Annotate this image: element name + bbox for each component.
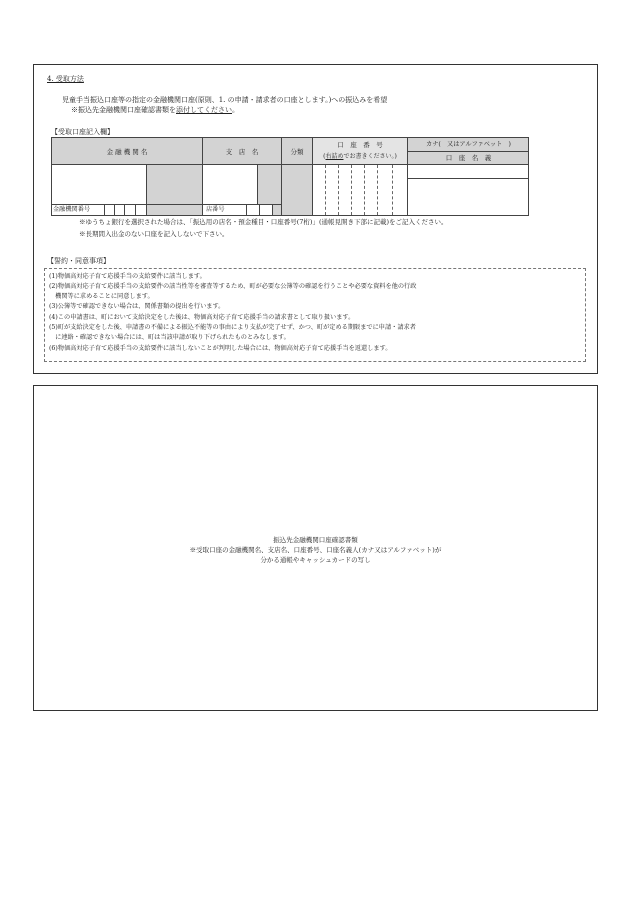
long-term-note: ※長期間入出金のない口座を記入しないで下さい。 [79,230,229,238]
bank-code-label: 金融機関番号 [53,206,91,213]
section-heading: 4. 受取方法 [47,75,84,83]
type-header: 分類 [290,148,304,156]
bank-code-grey [146,204,202,215]
bank-name-grey [146,164,202,204]
intro-text: 児童手当振込口座等の指定の金融機関口座(原則、1. の申請・請求者の口座とします。)への振込みを希望 [62,96,388,104]
agreement-list [44,268,586,362]
yucho-note: ※ゆうちょ銀行を選択された場合は、「振込用の店名・預金種目・口座番号(7桁)」(通帳見開き下部に記載)をご記入ください。 [79,218,448,226]
type-column-grey [281,164,312,215]
branch-name-grey [257,164,281,204]
agreement-item: (2)物価高対応子育て応援手当の支給要件の該当性等を審査等するため、町が必要な公簿等の確認を行うことや必要な資料を他の行政 [49,283,417,290]
agreement-item: (4)この申請書は、町において支給決定をした後は、物価高対応子育て応援手当の請求書として取り扱います。 [49,314,355,321]
kana-header: カナ( 又はアルファベット ) [426,141,511,148]
attachment-instruction-cont: 分かる通帳やキャッシュカードの写し [260,556,371,564]
agreement-title: 【誓約・同意事項】 [47,257,110,265]
bank-name-header: 金 融 機 関 名 [106,148,148,156]
bank-name-input[interactable] [52,165,146,204]
attachment-title: 振込先金融機関口座確認書類 [273,536,358,544]
account-number-input[interactable] [313,165,407,215]
attach-emphasis: 添付してください [176,106,232,114]
account-holder-header: 口 座 名 義 [445,154,492,162]
branch-name-input[interactable] [203,165,257,204]
branch-code-label: 店番号 [206,206,225,213]
agreement-item: (6)物価高対応子育て応援手当の支給要件に該当しないことが判明した場合には、物価高対応子育て応援手当を返還します。 [49,345,392,352]
agreement-item: 機関等に求めることに同意します。 [49,293,154,300]
account-number-subheader: (右詰めでお書きください。) [323,153,397,160]
attachment-instruction: ※受取口座の金融機関名、支店名、口座番号、口座名義人(カナ又はアルファベット)が [189,546,442,554]
agreement-item: (5)町が支給決定をした後、申請書の不備による振込不能等の事由により支払が完了せず、かつ、町が定める期限までに申請・請求者 [49,324,416,331]
agreement-item: (1)物価高対応子育て応援手当の支給要件に該当します。 [49,273,206,280]
branch-code-grey [272,204,281,215]
account-holder-input[interactable] [408,179,529,215]
account-number-header: 口 座 番 号 [337,141,383,149]
branch-name-header: 支 店 名 [225,148,259,156]
agreement-item: (3)公簿等で確認できない場合は、関係書類の提出を行います。 [49,303,225,310]
attach-instruction: ※振込先金融機関口座確認書類を添付してください。 [71,106,239,114]
agreement-item: に連絡・確認できない場合には、町は当該申請が取り下げられたものとみなします。 [49,334,290,341]
account-kana-input[interactable] [408,165,529,178]
account-form-label: 【受取口座記入欄】 [51,128,114,136]
